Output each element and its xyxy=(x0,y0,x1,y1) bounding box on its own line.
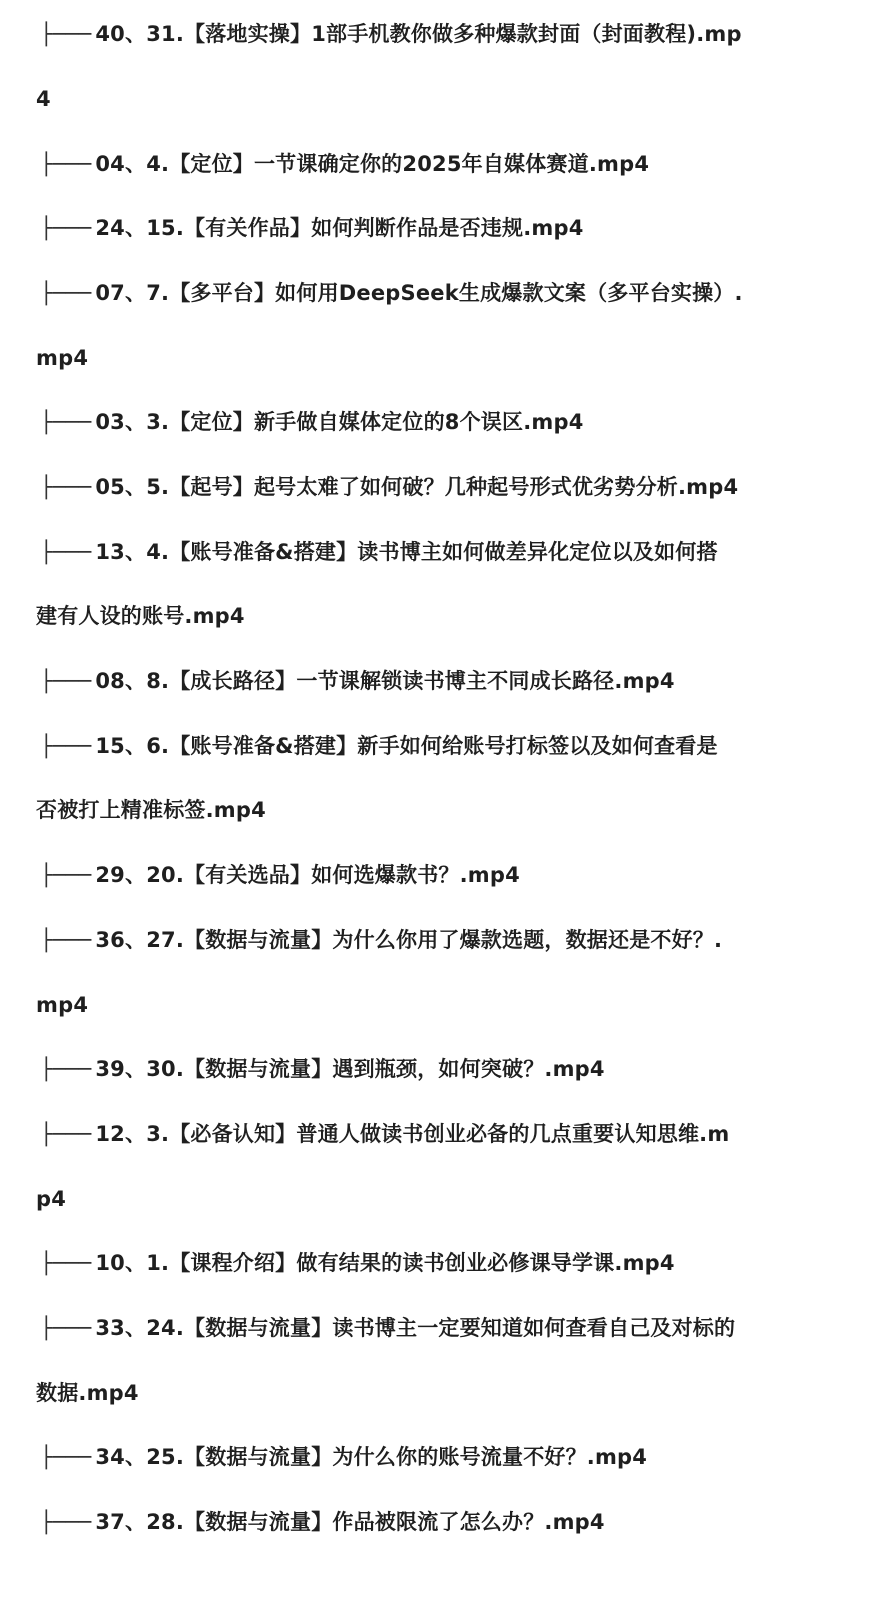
list-item xyxy=(36,1114,836,1154)
list-item xyxy=(36,532,836,572)
list-item-continuation xyxy=(36,1179,836,1219)
file-name: 07、7.【多平台】如何用DeepSeek生成爆款文案（多平台实操）. xyxy=(95,281,743,305)
tree-branch: ├─── xyxy=(40,1316,92,1340)
tree-branch: ├─── xyxy=(40,410,92,434)
tree-branch: ├─── xyxy=(40,152,92,176)
tree-branch: ├─── xyxy=(40,1122,92,1146)
list-item xyxy=(36,661,836,701)
tree-branch: ├─── xyxy=(40,1251,92,1275)
file-name: 4 xyxy=(36,87,51,111)
tree-branch: ├─── xyxy=(40,928,92,952)
tree-branch: ├─── xyxy=(40,22,92,46)
file-name: 37、28.【数据与流量】作品被限流了怎么办？.mp4 xyxy=(95,1510,605,1534)
list-item xyxy=(36,14,836,54)
tree-branch: ├─── xyxy=(40,216,92,240)
file-name: 15、6.【账号准备&搭建】新手如何给账号打标签以及如何查看是 xyxy=(95,734,718,758)
file-name: mp4 xyxy=(36,993,89,1017)
list-item xyxy=(36,726,836,766)
file-name: 36、27.【数据与流量】为什么你用了爆款选题，数据还是不好？. xyxy=(95,928,723,952)
list-item xyxy=(36,1502,836,1542)
file-name: 否被打上精准标签.mp4 xyxy=(36,798,266,822)
file-name: 数据.mp4 xyxy=(36,1381,139,1405)
tree-branch: ├─── xyxy=(40,540,92,564)
file-name: 29、20.【有关选品】如何选爆款书？.mp4 xyxy=(95,863,520,887)
tree-branch: ├─── xyxy=(40,734,92,758)
tree-branch: ├─── xyxy=(40,475,92,499)
file-name: 10、1.【课程介绍】做有结果的读书创业必修课导学课.mp4 xyxy=(95,1251,675,1275)
list-item xyxy=(36,467,836,507)
file-name: 34、25.【数据与流量】为什么你的账号流量不好？.mp4 xyxy=(95,1445,648,1469)
file-name: 40、31.【落地实操】1部手机教你做多种爆款封面（封面教程).mp xyxy=(95,22,742,46)
list-item-continuation xyxy=(36,596,836,636)
file-name: 39、30.【数据与流量】遇到瓶颈，如何突破？.mp4 xyxy=(95,1057,605,1081)
tree-branch: ├─── xyxy=(40,669,92,693)
file-name: 03、3.【定位】新手做自媒体定位的8个误区.mp4 xyxy=(95,410,584,434)
list-item xyxy=(36,1049,836,1089)
list-item-continuation xyxy=(36,790,836,830)
file-name: 05、5.【起号】起号太难了如何破？几种起号形式优劣势分析.mp4 xyxy=(95,475,739,499)
list-item-continuation xyxy=(36,1373,836,1413)
file-name: mp4 xyxy=(36,346,89,370)
list-item-continuation xyxy=(36,79,836,119)
list-item xyxy=(36,273,836,313)
file-name: 08、8.【成长路径】一节课解锁读书博主不同成长路径.mp4 xyxy=(95,669,675,693)
file-name: p4 xyxy=(36,1187,67,1211)
tree-branch: ├─── xyxy=(40,863,92,887)
file-name: 建有人设的账号.mp4 xyxy=(36,604,245,628)
list-item-continuation xyxy=(36,338,836,378)
file-name: 24、15.【有关作品】如何判断作品是否违规.mp4 xyxy=(95,216,584,240)
tree-branch: ├─── xyxy=(40,281,92,305)
file-name: 04、4.【定位】一节课确定你的2025年自媒体赛道.mp4 xyxy=(95,152,650,176)
list-item xyxy=(36,1308,836,1348)
list-item xyxy=(36,920,836,960)
tree-branch: ├─── xyxy=(40,1510,92,1534)
list-item xyxy=(36,1243,836,1283)
file-name: 12、3.【必备认知】普通人做读书创业必备的几点重要认知思维.m xyxy=(95,1122,730,1146)
list-item-continuation xyxy=(36,985,836,1025)
list-item xyxy=(36,208,836,248)
tree-branch: ├─── xyxy=(40,1057,92,1081)
list-item xyxy=(36,855,836,895)
list-item xyxy=(36,402,836,442)
tree-branch: ├─── xyxy=(40,1445,92,1469)
list-item xyxy=(36,1437,836,1477)
list-item xyxy=(36,144,836,184)
file-name: 33、24.【数据与流量】读书博主一定要知道如何查看自己及对标的 xyxy=(95,1316,736,1340)
file-name: 13、4.【账号准备&搭建】读书博主如何做差异化定位以及如何搭 xyxy=(95,540,718,564)
